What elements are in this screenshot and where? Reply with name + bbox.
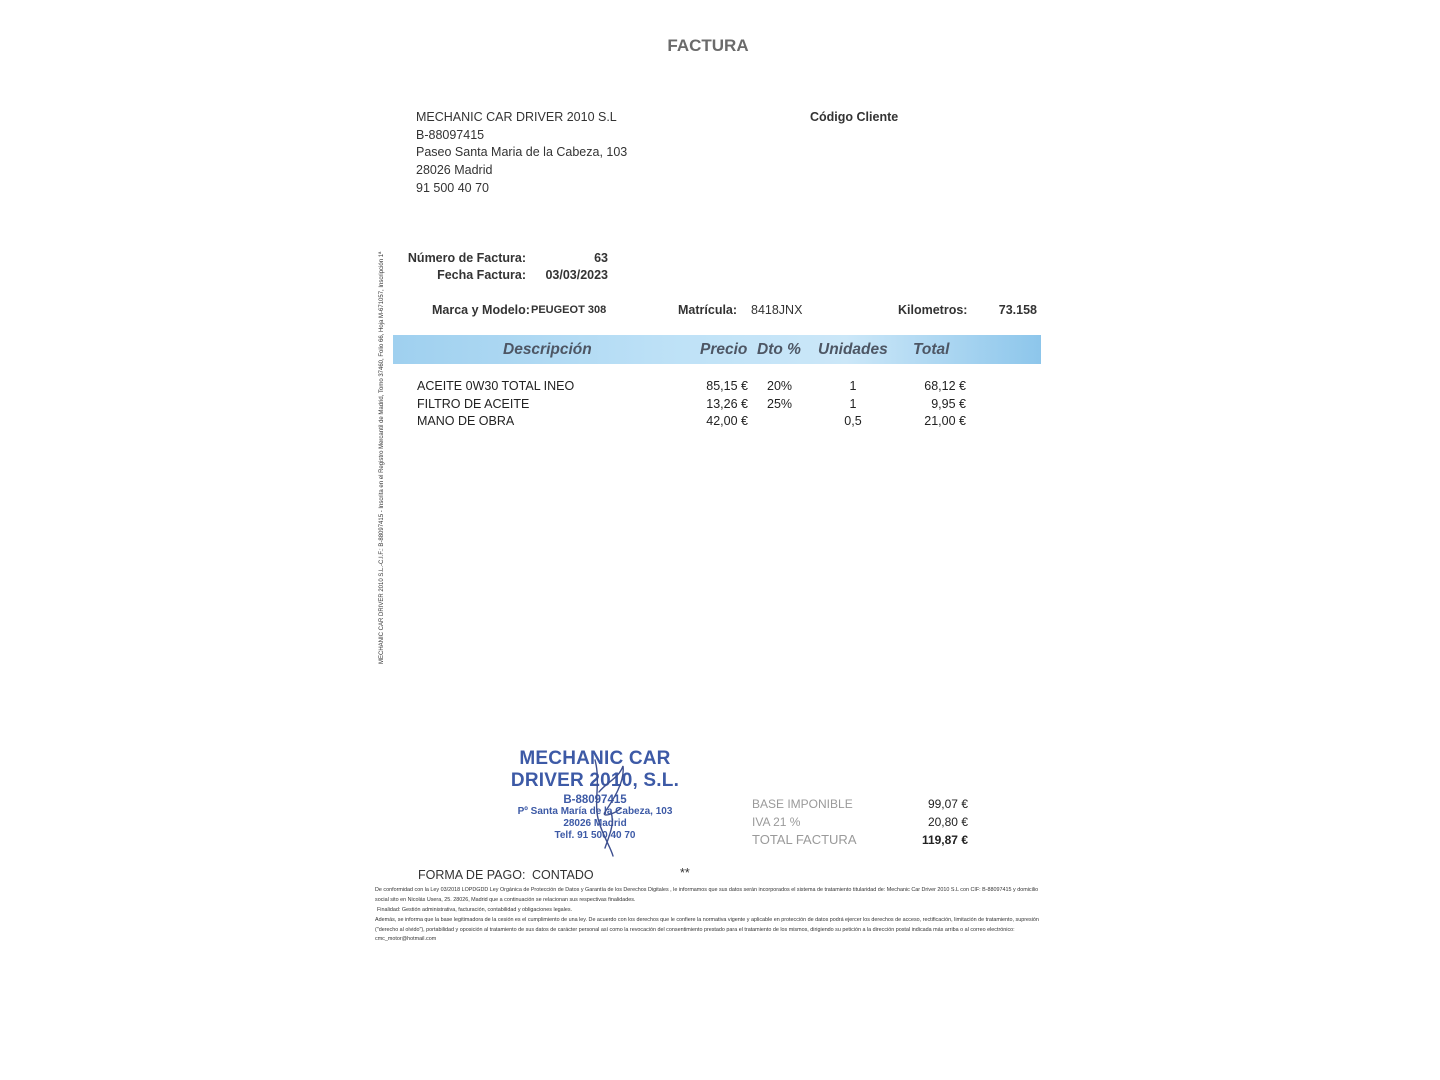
payment-value: CONTADO bbox=[532, 868, 594, 882]
row-1-total: 68,12 € bbox=[924, 379, 966, 393]
row-2-units: 1 bbox=[849, 397, 857, 411]
total-factura-label: TOTAL FACTURA bbox=[752, 832, 857, 847]
legal-paragraph-2: Finalidad: Gestión administrativa, facturación, contabilidad y obligaciones legales. bbox=[377, 907, 573, 913]
signature-icon bbox=[575, 752, 645, 858]
total-factura-value: 119,87 € bbox=[921, 833, 968, 847]
stamp-line-3: B-88097415 bbox=[563, 794, 627, 806]
stamp-line-2: DRIVER 2010, S.L. bbox=[510, 770, 680, 791]
company-phone: 91 500 40 70 bbox=[416, 181, 489, 195]
client-code-label: Código Cliente bbox=[810, 110, 899, 124]
payment-label: FORMA DE PAGO: bbox=[418, 868, 526, 882]
invoice-date: 03/03/2023 bbox=[545, 268, 608, 282]
header-units: Unidades bbox=[818, 341, 888, 358]
vehicle-km-label: Kilometros: bbox=[898, 303, 968, 317]
registry-sidebar-text: MECHANIC CAR DRIVER 2010 S.L.-C.I.F.: B-88097415 - Inscrita en el Registro Mercantil de Madrid, Tomo 37460, Folio 66, Hoja M-671057, Inscripción 1ª bbox=[379, 251, 385, 664]
row-3-units: 0,5 bbox=[844, 414, 862, 428]
invoice-date-label: Fecha Factura: bbox=[437, 268, 526, 282]
stamp-line-6: Telf. 91 500 40 70 bbox=[554, 830, 636, 841]
header-price: Precio bbox=[700, 341, 748, 358]
iva-label: IVA 21 % bbox=[752, 815, 801, 829]
row-2-total: 9,95 € bbox=[931, 397, 966, 411]
vehicle-plate: 8418JNX bbox=[751, 303, 803, 317]
header-discount: Dto % bbox=[757, 341, 801, 358]
vehicle-plate-label: Matrícula: bbox=[678, 303, 738, 317]
vehicle-model: PEUGEOT 308 bbox=[531, 304, 607, 316]
stamp-line-1: MECHANIC CAR bbox=[519, 748, 671, 769]
row-2-description: FILTRO DE ACEITE bbox=[417, 397, 530, 411]
legal-paragraph-1: De conformidad con la Ley 03/2018 LOPDGDD Ley Orgánica de Protección de Datos y Garantía de los Derechos Digitales , le informamos que sus datos serán incorporados el sistema de tratamiento titularidad de: Mechanic Car Driver 2010 S.L con CIF: B-88097415 y domicilio social sito en Nicolás Usera, 25. 28026, Madrid que a continuación se relacionan sus respectivas finalidades. bbox=[375, 887, 1039, 903]
company-address: Paseo Santa Maria de la Cabeza, 103 bbox=[416, 145, 628, 159]
row-3-price: 42,00 € bbox=[706, 414, 748, 428]
document-title: FACTURA bbox=[667, 36, 749, 55]
row-1-price: 85,15 € bbox=[706, 379, 748, 393]
row-1-description: ACEITE 0W30 TOTAL INEO bbox=[417, 379, 575, 393]
payment-mark: ** bbox=[680, 866, 690, 880]
row-1-discount: 20% bbox=[767, 379, 793, 393]
vehicle-km: 73.158 bbox=[998, 303, 1037, 317]
invoice-number-label: Número de Factura: bbox=[407, 251, 526, 265]
row-3-total: 21,00 € bbox=[924, 414, 966, 428]
row-3-description: MANO DE OBRA bbox=[417, 414, 515, 428]
row-1-units: 1 bbox=[849, 379, 857, 393]
stamp-line-5: 28026 Madrid bbox=[563, 818, 627, 829]
header-total: Total bbox=[913, 341, 950, 358]
legal-paragraph-3: Además, se informa que la base legitimadora de la cesión es el cumplimiento de una ley. De acuerdo con los derechos que le confiere la normativa vigente y aplicable en protección de datos podrá ejercer los derechos de acceso, rectificación, limitación de tratamiento, supresión ("derecho al olvido"), portabilidad y oposición al tratamiento de sus datos de carácter personal así como la revocación del consentimiento prestado para el tratamiento de los mismos, dirigiendo su petición a la dirección postal indicada más arriba o al correo electrónico: cmc_motor@hotmail.com bbox=[375, 917, 1039, 942]
vehicle-model-label: Marca y Modelo: bbox=[432, 303, 530, 317]
header-description: Descripción bbox=[503, 341, 592, 358]
invoice-number: 63 bbox=[594, 251, 608, 265]
company-name: MECHANIC CAR DRIVER 2010 S.L bbox=[416, 110, 617, 124]
row-2-discount: 25% bbox=[767, 397, 793, 411]
company-city: 28026 Madrid bbox=[416, 163, 493, 177]
row-2-price: 13,26 € bbox=[706, 397, 748, 411]
iva-value: 20,80 € bbox=[927, 815, 968, 829]
base-imponible-value: 99,07 € bbox=[927, 797, 968, 811]
base-imponible-label: BASE IMPONIBLE bbox=[752, 797, 853, 811]
stamp-line-4: Pº Santa María de la Cabeza, 103 bbox=[517, 806, 673, 817]
company-cif: B-88097415 bbox=[416, 128, 485, 142]
